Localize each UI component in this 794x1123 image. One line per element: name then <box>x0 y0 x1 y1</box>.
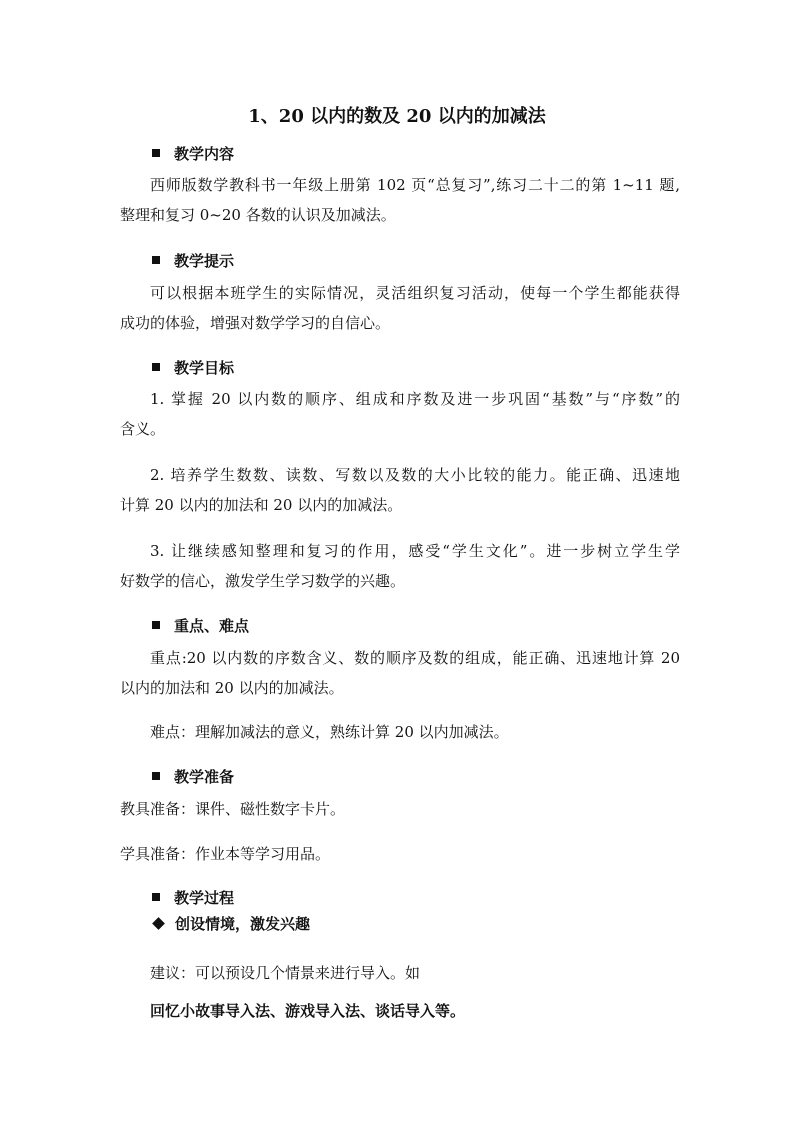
heading-text: 重点、难点 <box>174 617 250 635</box>
heading-text: 教学目标 <box>174 359 235 377</box>
section-heading-content <box>152 143 234 165</box>
square-bullet-icon <box>152 256 160 264</box>
teacher-preparation: 教具准备：课件、磁性数字卡片。 <box>120 800 346 818</box>
difficult-point: 难点：理解加减法的意义，熟练计算 20 以内加减法。 <box>150 723 509 741</box>
section-heading-key-points <box>152 615 249 637</box>
tips-line-1: 可以根据本班学生的实际情况，灵活组织复习活动，使每一个学生都能获得 <box>150 284 680 302</box>
tips-line-2: 成功的体验，增强对数学学习的自信心。 <box>120 314 391 332</box>
square-bullet-icon <box>152 363 160 371</box>
process-suggestion: 建议：可以预设几个情景来进行导入。如 <box>150 964 421 982</box>
sub-heading-text: 创设情境，激发兴趣 <box>175 915 311 933</box>
goal-3-line-1: 3. 让继续感知整理和复习的作用，感受“学生文化”。进一步树立学生学 <box>150 542 680 560</box>
square-bullet-icon <box>152 149 160 157</box>
square-bullet-icon <box>152 621 160 629</box>
heading-text: 教学过程 <box>174 889 235 907</box>
section-heading-goals <box>152 357 234 379</box>
page-title: 1、20 以内的数及 20 以内的加减法 <box>248 106 546 127</box>
square-bullet-icon <box>152 893 160 901</box>
diamond-bullet-icon <box>152 917 165 930</box>
section-heading-preparation <box>152 766 234 788</box>
key-point-line-2: 以内的加法和 20 以内的加减法。 <box>120 679 344 697</box>
content-line-1: 西师版数学教科书一年级上册第 102 页“总复习”,练习二十二的第 1~11 题, <box>150 176 680 194</box>
process-sub-heading <box>152 913 310 935</box>
goal-2-line-1: 2. 培养学生数数、读数、写数以及数的大小比较的能力。能正确、迅速地 <box>150 466 680 484</box>
section-heading-process <box>152 887 234 909</box>
heading-text: 教学提示 <box>174 252 235 270</box>
section-heading-tips <box>152 250 234 272</box>
student-preparation: 学具准备：作业本等学习用品。 <box>120 845 331 863</box>
heading-text: 教学内容 <box>174 145 235 163</box>
goal-2-line-2: 计算 20 以内的加法和 20 以内的加减法。 <box>120 496 403 514</box>
square-bullet-icon <box>152 772 160 780</box>
process-methods: 回忆小故事导入法、游戏导入法、谈话导入等。 <box>150 1002 466 1020</box>
goal-1-line-2: 含义。 <box>120 420 166 438</box>
goal-3-line-2: 好数学的信心，激发学生学习数学的兴趣。 <box>120 572 406 590</box>
content-line-2: 整理和复习 0~20 各数的认识及加减法。 <box>120 206 396 224</box>
key-point-line-1: 重点:20 以内数的序数含义、数的顺序及数的组成，能正确、迅速地计算 20 <box>150 649 680 667</box>
goal-1-line-1: 1. 掌握 20 以内数的顺序、组成和序数及进一步巩固“基数”与“序数”的 <box>150 390 680 408</box>
heading-text: 教学准备 <box>174 768 235 786</box>
